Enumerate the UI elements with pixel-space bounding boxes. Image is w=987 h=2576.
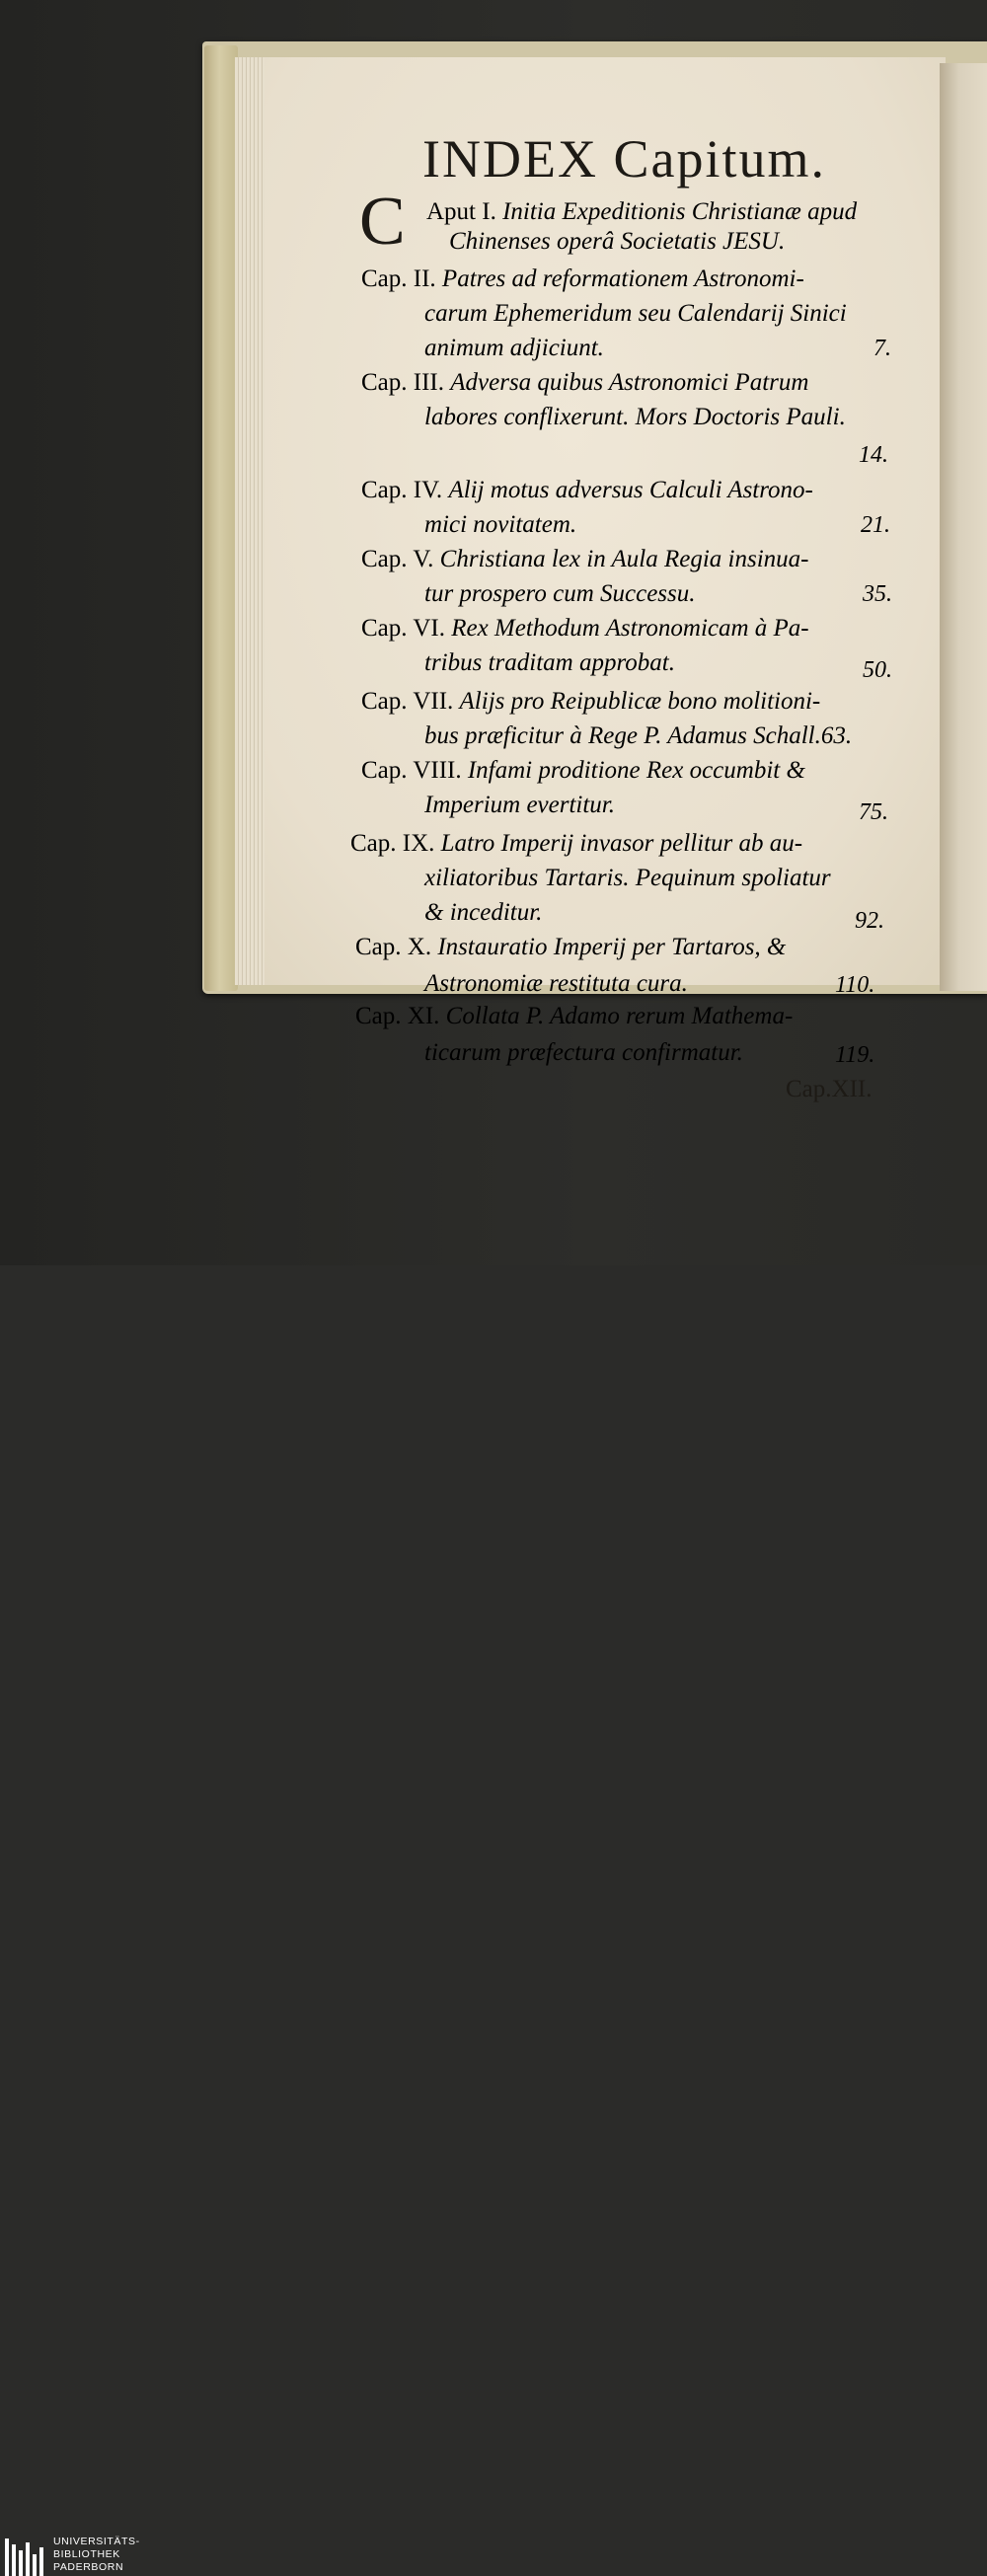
library-logo-icon <box>5 2538 44 2576</box>
chapter-2-page: 7. <box>873 336 891 361</box>
book-spine <box>204 45 238 991</box>
chapter-4-page: 21. <box>861 512 890 538</box>
chapter-1-line-2: Chinenses operâ Societatis JESU. <box>449 228 786 255</box>
chapter-8-line-2: Imperium evertitur. <box>424 792 616 818</box>
chapter-10-line-2: Astronomiæ restituta cura. <box>424 970 688 997</box>
chapter-2-line-1: Cap. II. Patres ad reformationem Astronomi- <box>361 265 804 292</box>
facing-page-edge <box>940 63 987 991</box>
chapter-9-line-1: Cap. IX. Latro Imperij invasor pellitur ab au- <box>350 830 803 857</box>
chapter-6-line-2: tribus traditam approbat. <box>424 649 675 676</box>
chapter-10-page: 110. <box>835 972 875 998</box>
scan-area <box>0 0 987 1265</box>
chapter-8-page: 75. <box>859 799 888 825</box>
chapter-4-line-2: mici novitatem. <box>424 511 577 538</box>
footer-bar <box>0 1265 987 2573</box>
chapter-7-line-2: bus præficitur à Rege P. Adamus Schall.63. <box>424 722 853 749</box>
catchword: Cap.XII. <box>786 1076 873 1102</box>
chapter-5-line-2: tur prospero cum Successu. <box>424 580 696 607</box>
chapter-2-line-3: animum adjiciunt. <box>424 335 604 361</box>
chapter-5-line-1: Cap. V. Christiana lex in Aula Regia insinua- <box>361 546 809 572</box>
chapter-4-line-1: Cap. IV. Alij motus adversus Calculi Astrono- <box>361 477 813 503</box>
library-logo-text: UNIVERSITÄTS- BIBLIOTHEK PADERBORN <box>53 2536 140 2573</box>
chapter-11-line-1: Cap. XI. Collata P. Adamo rerum Mathema- <box>355 1003 794 1029</box>
chapter-3-line-2: labores conflixerunt. Mors Doctoris Pauli. <box>424 404 846 430</box>
chapter-9-line-2: xiliatoribus Tartaris. Pequinum spoliatur <box>424 865 831 891</box>
chapter-3-page: 14. <box>859 442 888 468</box>
chapter-11-line-2: ticarum præfectura confirmatur. <box>424 1039 743 1066</box>
chapter-10-line-1: Cap. X. Instauratio Imperij per Tartaros, & <box>355 934 787 960</box>
chapter-9-page: 92. <box>855 908 884 934</box>
chapter-2-line-2: carum Ephemeridum seu Calendarij Sinici <box>424 300 847 327</box>
chapter-5-page: 35. <box>863 581 892 607</box>
drop-capital: C <box>359 184 406 260</box>
chapter-8-line-1: Cap. VIII. Infami proditione Rex occumbit & <box>361 757 805 784</box>
chapter-3-line-1: Cap. III. Adversa quibus Astronomici Patrum <box>361 369 809 396</box>
chapter-9-line-3: & inceditur. <box>424 899 543 926</box>
chapter-6-line-1: Cap. VI. Rex Methodum Astronomicam à Pa- <box>361 615 809 642</box>
chapter-1-line-1: Aput I. Initia Expeditionis Christianæ apud <box>426 198 858 225</box>
chapter-7-line-1: Cap. VII. Alijs pro Reipublicæ bono molitioni- <box>361 688 821 715</box>
chapter-11-page: 119. <box>835 1042 875 1068</box>
chapter-6-page: 50. <box>863 657 892 683</box>
page-title: INDEX Capitum. <box>422 129 826 189</box>
